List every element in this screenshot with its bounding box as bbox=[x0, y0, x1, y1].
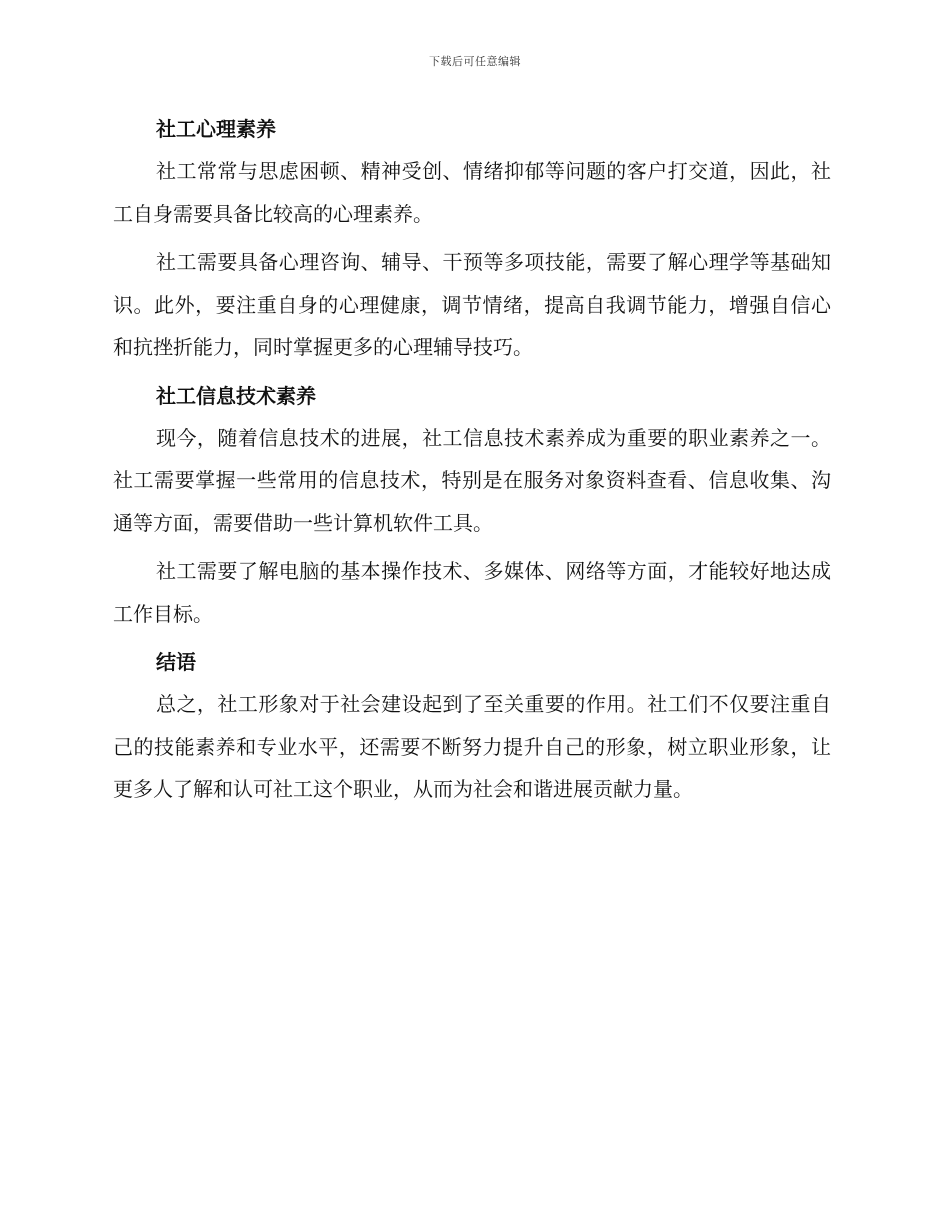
paragraph: 社工常常与思虑困顿、精神受创、情绪抑郁等问题的客户打交道，因此，社工自身需要具备比较高的心理素养。 bbox=[113, 159, 831, 226]
document-body bbox=[113, 108, 831, 817]
paragraph: 社工需要具备心理咨询、辅导、干预等多项技能，需要了解心理学等基础知识。此外，要注重自身的心理健康，调节情绪，提高自我调节能力，增强自信心和抗挫折能力，同时掌握更多的心理辅导技巧。 bbox=[113, 250, 831, 359]
section-heading-conclusion: 结语 bbox=[156, 650, 196, 674]
paragraph: 总之，社工形象对于社会建设起到了至关重要的作用。社工们不仅要注重自己的技能素养和专业水平，还需要不断努力提升自己的形象，树立职业形象，让更多人了解和认可社工这个职业，从而为社会和谐进展贡献力量。 bbox=[113, 692, 831, 801]
section-heading-psychology: 社工心理素养 bbox=[156, 117, 276, 141]
page-header: 下载后可任意编辑 bbox=[429, 55, 521, 68]
paragraph: 社工需要了解电脑的基本操作技术、多媒体、网络等方面，才能较好地达成工作目标。 bbox=[113, 559, 831, 626]
section-heading-it-literacy: 社工信息技术素养 bbox=[156, 383, 316, 408]
paragraph: 现今，随着信息技术的进展，社工信息技术素养成为重要的职业素养之一。社工需要掌握一些常用的信息技术，特别是在服务对象资料查看、信息收集、沟通等方面，需要借助一些计算机软件工具。 bbox=[113, 425, 831, 535]
